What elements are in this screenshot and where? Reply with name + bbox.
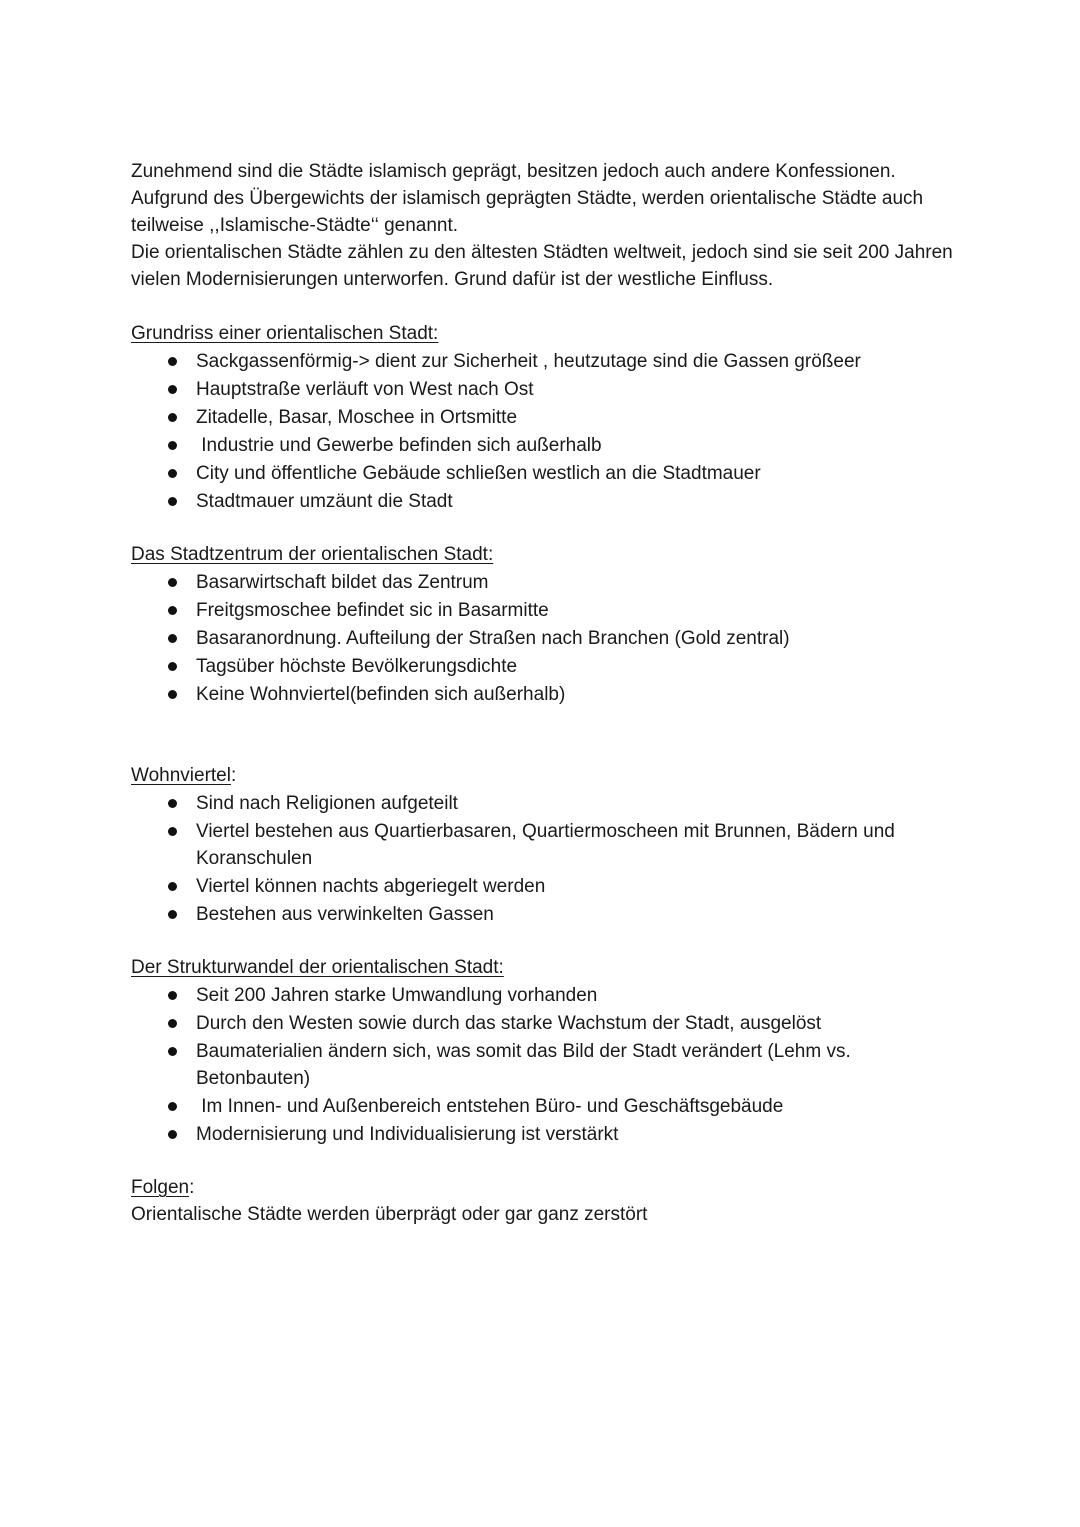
section-heading	[131, 1174, 961, 1201]
bullet-icon	[168, 799, 177, 808]
list-item	[131, 488, 961, 515]
section-heading	[131, 954, 961, 981]
list-item	[131, 790, 961, 817]
list-item	[131, 432, 961, 459]
bullet-icon	[168, 827, 177, 836]
list-item-text: Keine Wohnviertel(befinden sich außerhalb)	[196, 684, 566, 705]
bullet-icon	[168, 882, 177, 891]
list-item	[131, 625, 961, 652]
list-item-text: Stadtmauer umzäunt die Stadt	[196, 491, 453, 512]
list-item	[131, 873, 961, 900]
list-item	[131, 569, 961, 596]
list-item	[131, 376, 961, 403]
list-item	[131, 681, 961, 708]
list-item-text: Seit 200 Jahren starke Umwandlung vorhanden	[196, 985, 598, 1006]
bullet-list	[131, 982, 961, 1148]
bullet-icon	[168, 497, 177, 506]
section-strukturwandel	[131, 954, 961, 1148]
list-item-text: City und öffentliche Gebäude schließen westlich an die Stadtmauer	[196, 463, 761, 484]
section-heading-colon: :	[189, 1177, 195, 1198]
section-folgen	[131, 1174, 961, 1228]
bullet-icon	[168, 634, 177, 643]
list-item	[131, 404, 961, 431]
list-item	[131, 818, 961, 872]
section-heading	[131, 541, 961, 568]
bullet-list	[131, 569, 961, 708]
list-item-text: Freitgsmoschee befindet sic in Basarmitte	[196, 600, 549, 621]
folgen-text: Orientalische Städte werden überprägt oder gar ganz zerstört	[131, 1204, 648, 1225]
list-item-text: Durch den Westen sowie durch das starke Wachstum der Stadt, ausgelöst	[196, 1013, 822, 1034]
bullet-icon	[168, 578, 177, 587]
list-item-text: Sackgassenförmig-> dient zur Sicherheit , heutzutage sind die Gassen größeer	[196, 351, 861, 372]
list-item-text: Tagsüber höchste Bevölkerungsdichte	[196, 656, 518, 677]
section-stadtzentrum	[131, 541, 961, 708]
intro-paragraph-1: Zunehmend sind die Städte islamisch geprägt, besitzen jedoch auch andere Konfessionen. Aufgrund des Übergewichts der islamisch geprägten Städte, werden orientalische Städte auch teilweise ,,Islamische-Städte‘‘ genannt.	[131, 161, 924, 236]
list-item	[131, 1038, 961, 1092]
bullet-list	[131, 790, 961, 928]
section-heading	[131, 762, 961, 789]
section-grundriss	[131, 320, 961, 515]
bullet-icon	[168, 1130, 177, 1139]
list-item	[131, 1010, 961, 1037]
bullet-icon	[168, 910, 177, 919]
list-item	[131, 597, 961, 624]
list-item	[131, 653, 961, 680]
section-wohnviertel	[131, 762, 961, 928]
list-item-text: Baumaterialien ändern sich, was somit das Bild der Stadt verändert (Lehm vs. Betonbauten)	[196, 1041, 851, 1089]
bullet-icon	[168, 1047, 177, 1056]
bullet-icon	[168, 413, 177, 422]
bullet-icon	[168, 441, 177, 450]
list-item-text: Bestehen aus verwinkelten Gassen	[196, 904, 494, 925]
section-heading-text: Der Strukturwandel der orientalischen Stadt:	[131, 957, 504, 978]
bullet-icon	[168, 385, 177, 394]
bullet-icon	[168, 1102, 177, 1111]
list-item	[131, 1121, 961, 1148]
section-heading-colon: :	[230, 765, 237, 786]
bullet-icon	[168, 991, 177, 1000]
bullet-icon	[168, 606, 177, 615]
bullet-icon	[168, 469, 177, 478]
list-item-text: Basarwirtschaft bildet das Zentrum	[196, 572, 489, 593]
bullet-icon	[168, 1019, 177, 1028]
bullet-list	[131, 348, 961, 515]
list-item	[131, 982, 961, 1009]
list-item-text: Basaranordnung. Aufteilung der Straßen nach Branchen (Gold zentral)	[196, 628, 790, 649]
list-item	[131, 901, 961, 928]
list-item-text: Hauptstraße verläuft von West nach Ost	[196, 379, 534, 400]
list-item-text: Im Innen- und Außenbereich entstehen Büro- und Geschäftsgebäude	[196, 1096, 784, 1117]
bullet-icon	[168, 357, 177, 366]
section-heading-text: Das Stadtzentrum der orientalischen Stadt:	[131, 544, 494, 565]
section-heading	[131, 320, 961, 347]
list-item-text: Sind nach Religionen aufgeteilt	[196, 793, 458, 814]
list-item-text: Industrie und Gewerbe befinden sich außerhalb	[196, 435, 602, 456]
section-heading-text: Folgen	[131, 1177, 190, 1198]
list-item	[131, 460, 961, 487]
list-item-text: Viertel können nachts abgeriegelt werden	[196, 876, 546, 897]
list-item	[131, 348, 961, 375]
section-heading-text: Wohnviertel	[131, 765, 231, 786]
bullet-icon	[168, 662, 177, 671]
list-item-text: Modernisierung und Individualisierung ist verstärkt	[196, 1124, 619, 1145]
list-item	[131, 1093, 961, 1120]
list-item-text: Viertel bestehen aus Quartierbasaren, Quartiermoscheen mit Brunnen, Bädern und Koranschulen	[196, 821, 895, 869]
intro-paragraph-2: Die orientalischen Städte zählen zu den ältesten Städten weltweit, jedoch sind sie seit 200 Jahren vielen Modernisierungen unterworfen. Grund dafür ist der westliche Einfluss.	[131, 242, 953, 290]
bullet-icon	[168, 690, 177, 699]
list-item-text: Zitadelle, Basar, Moschee in Ortsmitte	[196, 407, 518, 428]
section-heading-text: Grundriss einer orientalischen Stadt:	[131, 323, 439, 344]
document-page	[131, 158, 961, 1228]
